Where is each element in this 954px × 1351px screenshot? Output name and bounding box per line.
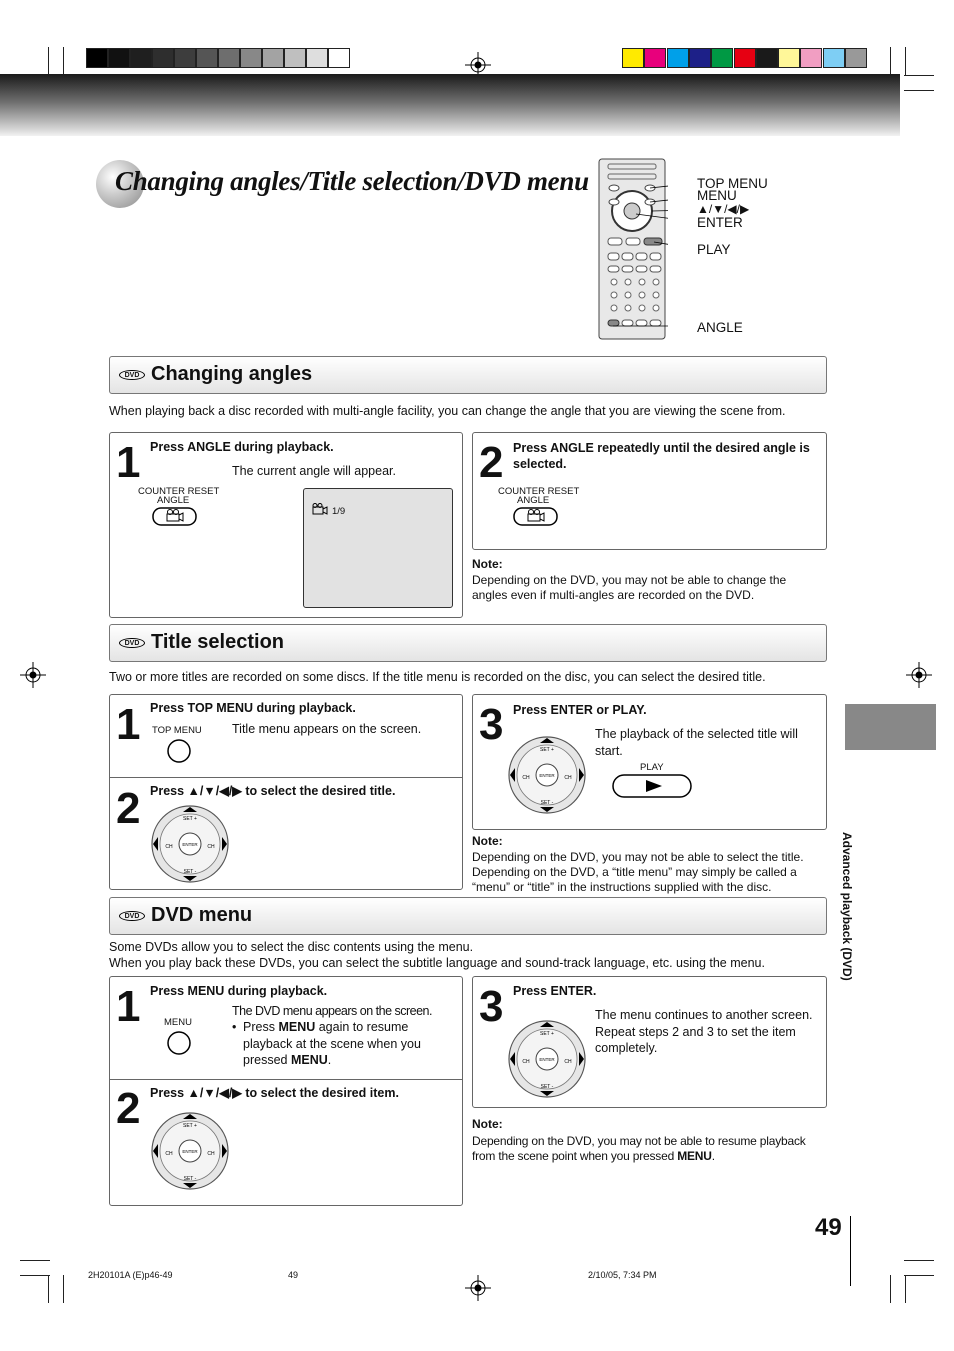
grey-swatch <box>240 48 262 68</box>
remote-label-menu: MENU <box>697 188 737 203</box>
grey-swatch <box>328 48 350 68</box>
header-gradient-bar <box>0 74 900 136</box>
ch-left-label: CH <box>165 1151 173 1157</box>
dvd-badge-icon: DVD <box>119 638 145 648</box>
menu-button-icon <box>166 1030 192 1056</box>
dpad-icon <box>507 735 587 820</box>
set-minus-label: SET - <box>183 1176 197 1182</box>
grey-swatch <box>108 48 130 68</box>
set-minus-label: SET - <box>540 1084 554 1090</box>
color-swatch <box>689 48 711 68</box>
page-title: Changing angles/Title selection/DVD menu <box>115 166 589 196</box>
color-swatch <box>800 48 822 68</box>
step-number: 1 <box>116 982 141 1031</box>
remote-control-icon <box>596 158 668 340</box>
note-title: Note: <box>472 834 503 848</box>
color-swatch <box>711 48 733 68</box>
side-tab-label: Advanced playback (DVD) <box>840 832 854 981</box>
footer-center: 49 <box>288 1270 299 1280</box>
color-swatch <box>644 48 666 68</box>
dpad-icon <box>150 1111 230 1196</box>
color-swatch <box>667 48 689 68</box>
step-description: The playback of the selected title will start. <box>595 727 798 758</box>
counter-reset-label: COUNTER RESET <box>138 486 220 497</box>
enter-label: ENTER <box>539 1057 555 1062</box>
angle-label: ANGLE <box>157 495 190 506</box>
note-text: Depending on the DVD, you may not be able to resume playback from the scene point when you pressed MENU. <box>472 1134 806 1163</box>
step-number: 1 <box>116 438 141 487</box>
ch-right-label: CH <box>207 1151 215 1157</box>
enter-label: ENTER <box>182 1149 198 1154</box>
section-title: Title selection <box>151 631 285 653</box>
step-title: Press ENTER. <box>513 984 597 998</box>
play-button-icon <box>612 773 694 801</box>
changing-angles-intro: When playing back a disc recorded with multi-angle facility, you can change the angle that you are viewing the scene from. <box>109 404 786 418</box>
section-title: Changing angles <box>151 363 313 385</box>
step-number: 1 <box>116 700 141 749</box>
registration-mark-left <box>20 662 46 688</box>
bullet-end: . <box>327 1053 332 1067</box>
title-step3-box <box>472 694 827 830</box>
page-divider-line <box>850 1216 851 1286</box>
divider <box>110 1079 462 1080</box>
angle-label: ANGLE <box>517 495 550 506</box>
color-swatch <box>845 48 867 68</box>
footer-right: 2/10/05, 7:34 PM <box>588 1270 657 1280</box>
play-button-label: PLAY <box>640 762 664 773</box>
step-title: Press TOP MENU during playback. <box>150 701 356 715</box>
grey-swatch <box>218 48 240 68</box>
dvd-menu-intro-2: When you play back these DVDs, you can select the subtitle language and sound-track language, etc. using the menu. <box>109 956 765 970</box>
angle-step2-box <box>472 432 827 550</box>
step-title: Press ▲/▼/◀/▶ to select the desired item. <box>150 1086 399 1100</box>
step-description: The current angle will appear. <box>232 464 396 478</box>
dvd-menu-intro-1: Some DVDs allow you to select the disc contents using the menu. <box>109 940 474 954</box>
divider <box>110 777 462 778</box>
grey-swatch <box>306 48 328 68</box>
menu-step3-box <box>472 976 827 1108</box>
note-title: Note: <box>472 557 503 571</box>
bullet-bold-2: MENU <box>290 1053 328 1067</box>
angle-step1-box <box>109 432 463 618</box>
color-swatch <box>734 48 756 68</box>
section-header-dvd-menu <box>109 897 827 935</box>
set-minus-label: SET - <box>183 869 197 875</box>
color-swatch <box>756 48 778 68</box>
step-number: 2 <box>116 1084 141 1133</box>
note-title: Note: <box>472 1117 503 1131</box>
section-title: DVD menu <box>151 904 253 926</box>
step-description: The DVD menu appears on the screen. <box>232 1004 432 1018</box>
counter-reset-label: COUNTER RESET <box>498 486 580 497</box>
step-title: Press MENU during playback. <box>150 984 328 998</box>
registration-mark-bottom <box>465 1275 491 1301</box>
remote-label-enter: ENTER <box>697 215 743 230</box>
bullet-bold: MENU <box>278 1020 316 1034</box>
camera-angle-icon <box>312 503 330 515</box>
color-swatch <box>622 48 644 68</box>
angle-button-icon <box>513 507 559 527</box>
dpad-icon <box>507 1019 587 1104</box>
footer-left: 2H20101A (E)p46-49 <box>88 1270 173 1280</box>
grey-swatch <box>152 48 174 68</box>
step-title: Press ANGLE repeatedly until the desired angle is selected. <box>513 441 810 471</box>
dvd-badge-icon: DVD <box>119 911 145 921</box>
note-text: Depending on the DVD, you may not be able to change the angles even if multi-angles are recorded on the DVD. <box>472 573 787 602</box>
grey-swatch <box>86 48 108 68</box>
angle-button-icon <box>152 507 198 527</box>
step-title: Press ENTER or PLAY. <box>513 703 647 717</box>
color-swatch <box>823 48 845 68</box>
step-description: Title menu appears on the screen. <box>232 722 422 736</box>
color-swatch <box>778 48 800 68</box>
ch-left-label: CH <box>165 844 173 850</box>
remote-label-angle: ANGLE <box>697 320 743 335</box>
step-number: 3 <box>479 700 504 749</box>
step-number: 3 <box>479 982 504 1031</box>
menu-steps-box <box>109 976 463 1206</box>
top-menu-button-label: TOP MENU <box>152 725 202 736</box>
ch-right-label: CH <box>207 844 215 850</box>
section-header-title-selection <box>109 624 827 662</box>
enter-label: ENTER <box>539 773 555 778</box>
step-number: 2 <box>116 784 141 833</box>
step-title: Press ▲/▼/◀/▶ to select the desired title. <box>150 784 396 798</box>
tv-screen-display <box>303 488 453 608</box>
menu-button-label: MENU <box>164 1017 192 1028</box>
ch-right-label: CH <box>564 1059 572 1065</box>
step-bullet: • Press MENU again to resume playback at the scene when you pressed MENU. <box>232 1020 421 1067</box>
bullet-text: Press <box>243 1020 279 1034</box>
step-title: Press ANGLE during playback. <box>150 440 334 454</box>
section-header-changing-angles <box>109 356 827 394</box>
note-text: Depending on the DVD, you may not be able to select the title. Depending on the DVD, a “title menu” may simply be called a “menu” or “title” in the instructions supplied with the disc. <box>472 850 804 894</box>
step-description: The menu continues to another screen. Repeat steps 2 and 3 to set the item completely. <box>595 1008 813 1055</box>
side-tab-marker <box>845 704 936 750</box>
step-number: 2 <box>479 438 504 487</box>
grey-swatch <box>130 48 152 68</box>
angle-readout: 1/9 <box>332 506 346 517</box>
page-number: 49 <box>815 1214 842 1241</box>
set-plus-label: SET + <box>183 816 197 822</box>
set-plus-label: SET + <box>540 1031 554 1037</box>
set-plus-label: SET + <box>183 1123 197 1129</box>
ch-left-label: CH <box>522 775 530 781</box>
registration-mark-right <box>906 662 932 688</box>
remote-label-top-menu: TOP MENU <box>697 176 768 191</box>
enter-label: ENTER <box>182 842 198 847</box>
grey-swatch <box>174 48 196 68</box>
title-selection-intro: Two or more titles are recorded on some discs. If the title menu is recorded on the disc, you can select the desired title. <box>109 670 766 684</box>
dvd-badge-icon: DVD <box>119 370 145 380</box>
note-bold: MENU <box>677 1149 712 1163</box>
bullet-text-2: again to resume playback at the scene when you pressed <box>243 1020 421 1067</box>
dpad-icon <box>150 804 230 889</box>
set-minus-label: SET - <box>540 800 554 806</box>
set-plus-label: SET + <box>540 747 554 753</box>
grey-swatch <box>262 48 284 68</box>
top-menu-button-icon <box>166 738 192 764</box>
remote-label-arrows: ▲/▼/◀/▶ <box>697 202 750 216</box>
grey-swatch <box>196 48 218 68</box>
remote-label-play: PLAY <box>697 242 731 257</box>
ch-left-label: CH <box>522 1059 530 1065</box>
ch-right-label: CH <box>564 775 572 781</box>
title-steps-box <box>109 694 463 890</box>
grey-swatch <box>284 48 306 68</box>
